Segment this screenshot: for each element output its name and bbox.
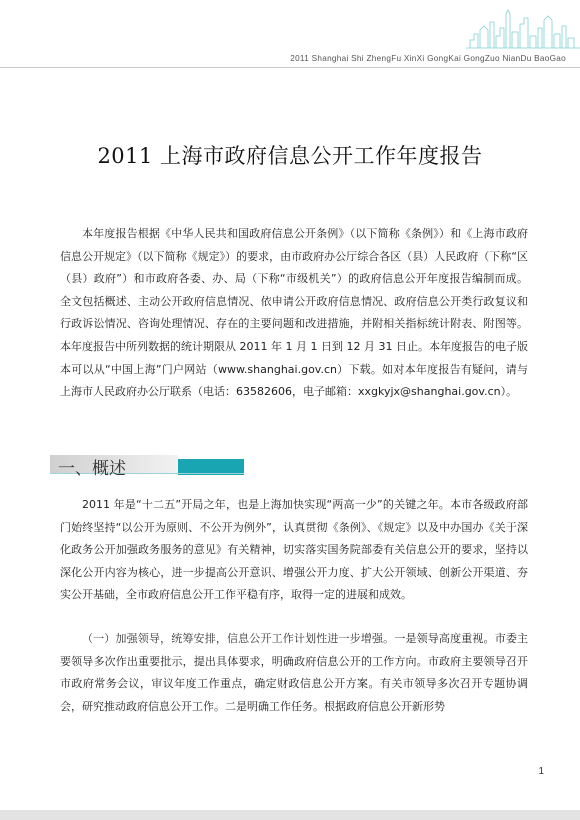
section-heading-label: 一、概述 (58, 459, 126, 479)
page-number: 1 (538, 766, 544, 777)
header-divider (0, 67, 580, 68)
running-header-title: 2011 Shanghai Shi ZhengFu XinXi GongKai GongZuo NianDu BaoGao (290, 54, 566, 63)
header-band (0, 0, 580, 68)
report-title: 2011 上海市政府信息公开工作年度报告 (97, 144, 483, 168)
subsection-heading: （一）加强领导，统筹安排，信息公开工作计划性进一步增强。 (82, 632, 395, 645)
subsection-paragraph (60, 628, 528, 718)
section-heading-overview (50, 455, 210, 477)
intro-paragraph: 本年度报告根据《中华人民共和国政府信息公开条例》（以下简称《条例》）和《上海市政府信息公开规定》（以下简称《规定》）的要求，由市政府办公厅综合各区（县）人民政府（下称“区（县）政府”）和市政府各委、办、局（下称“市级机关”）的政府信息公开年度报告编制而成。全文包括概述、主动公开政府信息情况、依申请公开政府信息情况、政府信息公开类行政复议和行政诉讼情况、咨询处理情况、存在的主要问题和改进措施，并附相关指标统计附表、附图等。本年度报告中所列数据的统计期限从 2011 年 1 月 1 日到 12 月 31 日止。本年度报告的电子版本可以从“中国上海”门户网站（www.shanghai.gov.cn）下载。如对本年度报告有疑问，请与上海市人民政府办公厅联系（电话：63582606，电子邮箱：xxgkyjx@shanghai.gov.cn）。 (60, 227, 528, 399)
overview-paragraph: 2011 年是“十二五”开局之年，也是上海加快实现“两高一少”的关键之年。本市各级政府部门始终坚持“以公开为原则、不公开为例外”，认真贯彻《条例》、《规定》以及中办国办《关于深化政务公开加强政务服务的意见》有关精神，切实落实国务院部委有关信息公开的要求，坚持以深化公开内容为核心，进一步提高公开意识、增强公开力度、扩大公开领域、创新公开渠道、夯实公开基础，全市政府信息公开工作平稳有序，取得一定的进展和成效。 (60, 498, 528, 602)
subsection-body: 一是领导高度重视。市委主要领导多次作出重要批示，提出具体要求，明确政府信息公开的工作方向。市政府主要领导召开市政府常务会议，审议年度工作重点，确定财政信息公开方案。有关市领导多次召开专题协调会，研究推动政府信息公开工作。二是明确工作任务。根据政府信息公开新形势 (60, 632, 529, 713)
footer-band (0, 810, 580, 820)
